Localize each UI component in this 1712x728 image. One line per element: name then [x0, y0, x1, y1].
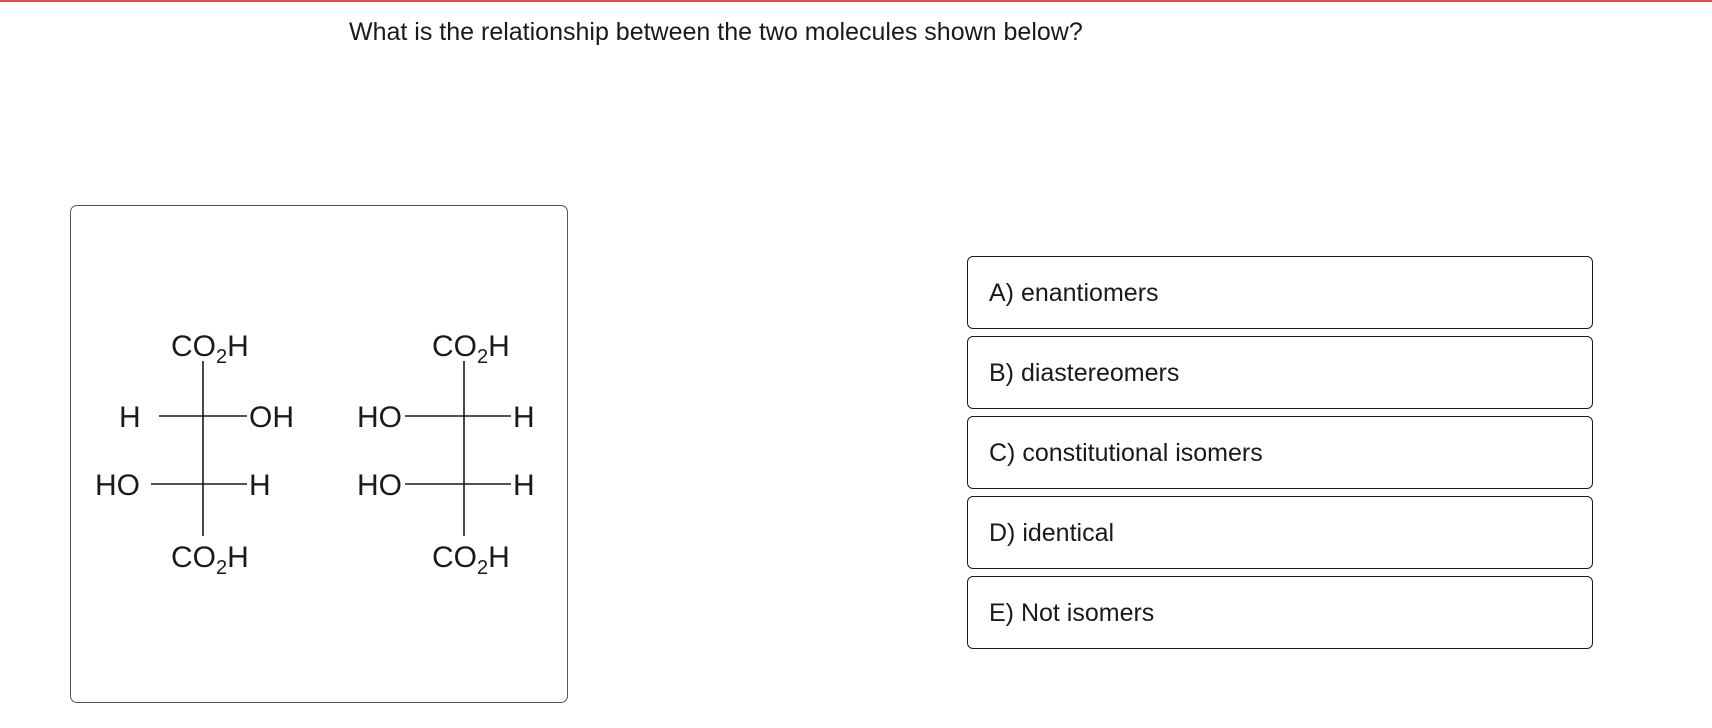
answer-options — [967, 256, 1593, 656]
left-row2-right-label: H — [249, 469, 271, 502]
molecule-left — [95, 330, 294, 579]
left-row2-left-label: HO — [95, 469, 140, 502]
molecule-right — [357, 330, 535, 579]
right-row1-right-label: H — [513, 401, 535, 434]
left-bottom-group: $CO_2H$ — [171, 541, 249, 579]
right-row2-left-label: HO — [357, 469, 402, 502]
left-row1-left-label: H — [119, 401, 141, 434]
right-bottom-group: $CO_2H$ — [432, 541, 510, 579]
fischer-projections — [71, 206, 569, 704]
left-row1-right-label: OH — [249, 401, 294, 434]
right-top-group: $CO_2H$ — [432, 330, 510, 368]
option-a-button[interactable]: A) enantiomers — [967, 256, 1593, 329]
option-d-button[interactable]: D) identical — [967, 496, 1593, 569]
right-row2-right-label: H — [513, 469, 535, 502]
right-row1-left-label: HO — [357, 401, 402, 434]
question-text: What is the relationship between the two molecules shown below? — [349, 18, 1083, 46]
left-top-group: $CO_2H$ — [171, 330, 249, 368]
option-e-button[interactable]: E) Not isomers — [967, 576, 1593, 649]
molecule-figure-panel — [70, 205, 568, 703]
option-c-button[interactable]: C) constitutional isomers — [967, 416, 1593, 489]
option-b-button[interactable]: B) diastereomers — [967, 336, 1593, 409]
top-accent-rule — [0, 0, 1712, 2]
